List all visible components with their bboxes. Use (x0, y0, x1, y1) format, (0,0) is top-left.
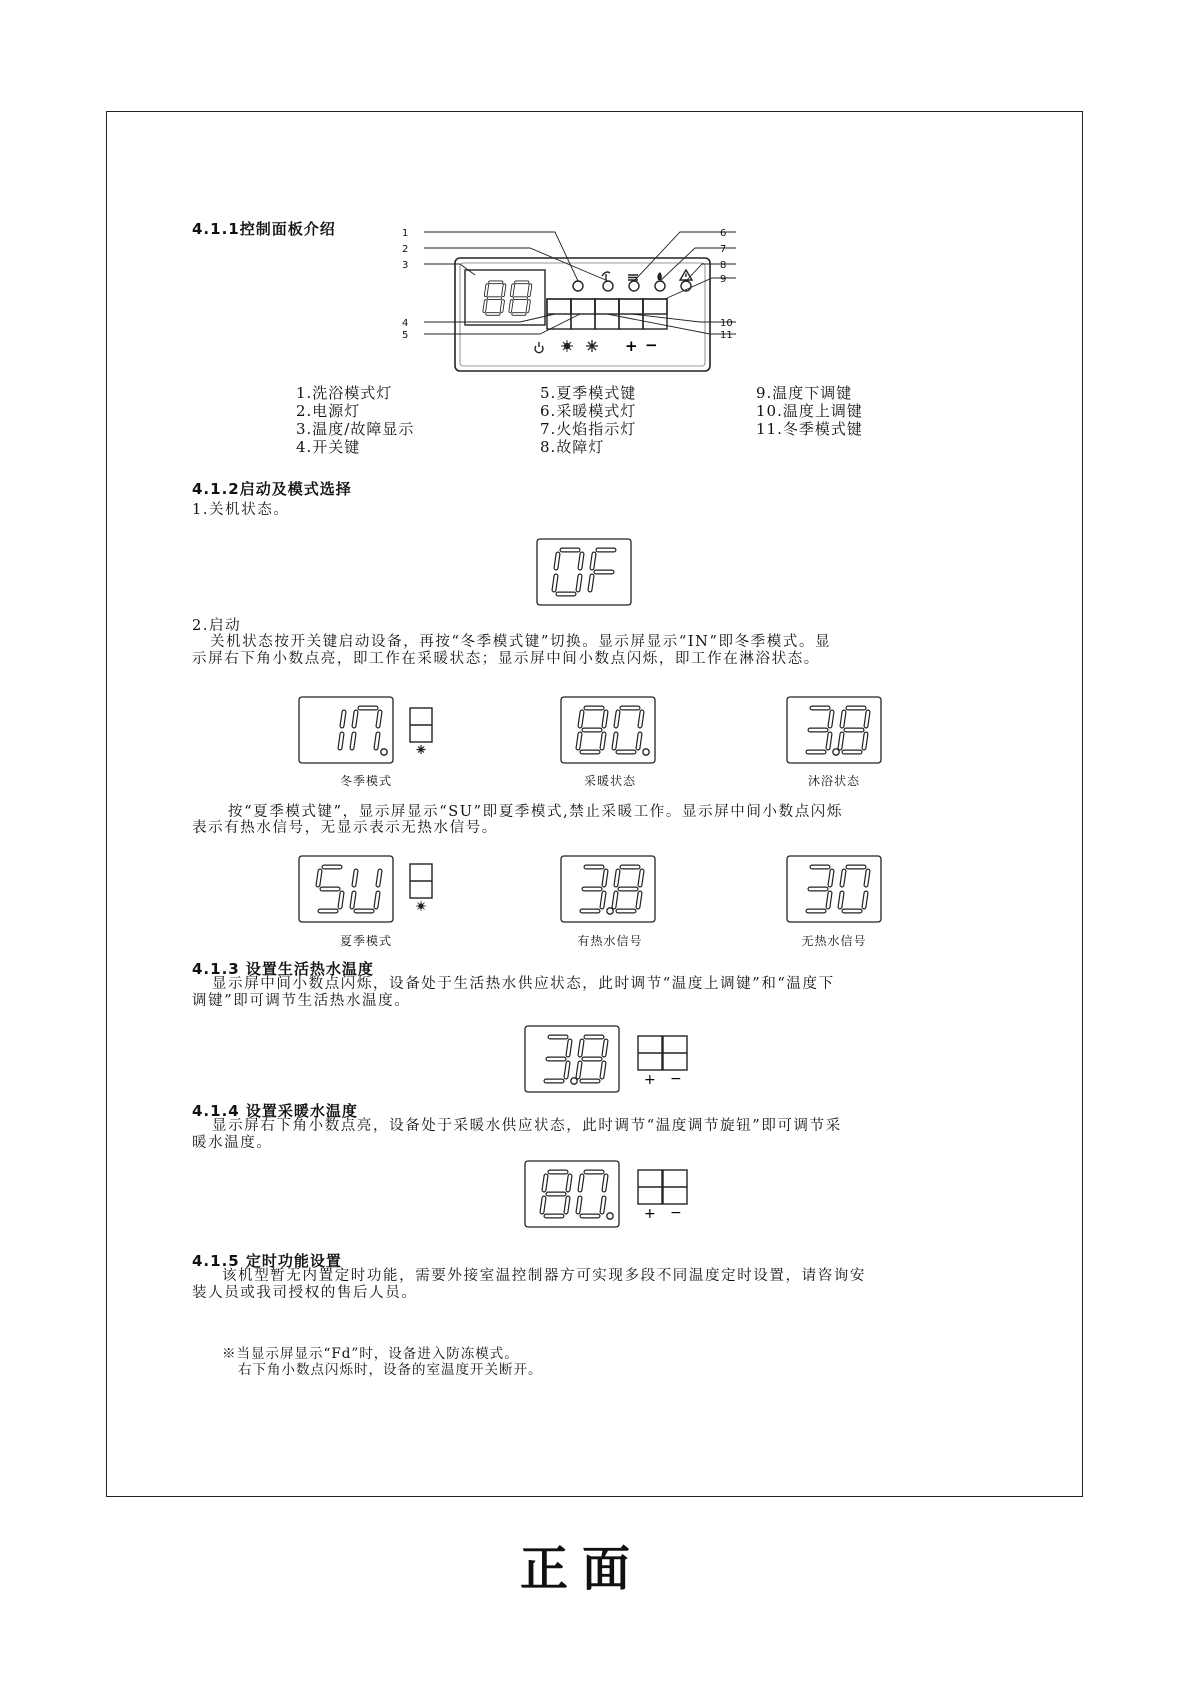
seven-segment-digits (578, 708, 642, 752)
legend-item: 6.采暖模式灯 (540, 402, 637, 420)
minus-icon: − (670, 1205, 682, 1221)
snowflake-icon (586, 340, 598, 352)
note-line2: 右下角小数点闪烁时，设备的室温度开关断开。 (238, 1362, 543, 1378)
panel-display-digits (484, 282, 530, 314)
summer-paragraph-line2: 表示有热水信号，无显示表示无热水信号。 (192, 820, 498, 836)
decimal-point (571, 1078, 577, 1084)
panel-display-window (465, 270, 545, 325)
display-hot-water-signal (560, 855, 656, 923)
callout-9: 9 (720, 274, 727, 285)
callout-7: 7 (720, 244, 727, 255)
power-icon (535, 342, 543, 353)
radiator-icon (628, 275, 638, 280)
callout-10: 10 (720, 318, 733, 329)
caption-summer-mode: 夏季模式 (339, 934, 392, 948)
caption-winter-mode: 冬季模式 (339, 774, 392, 788)
off-state-label: 1.关机状态。 (192, 502, 290, 518)
legend-item: 2.电源灯 (296, 402, 361, 420)
callout-8: 8 (720, 260, 727, 271)
minus-icon: − (645, 336, 658, 354)
display-winter-mode (298, 696, 394, 764)
shower-mode-light (573, 281, 583, 291)
section-413-title: 4.1.3 设置生活热水温度 (192, 960, 374, 978)
caption-hot-water-signal: 有热水信号 (577, 934, 643, 948)
temp-keys-figure-dhw (636, 1034, 696, 1088)
note-line1: ※当显示屏显示“Fd”时，设备进入防冻模式。 (222, 1346, 519, 1362)
display-summer-mode (298, 855, 394, 923)
decimal-point (381, 749, 387, 755)
decimal-point (607, 908, 613, 914)
seven-segment-digits (542, 1172, 606, 1216)
section-414-title: 4.1.4 设置采暖水温度 (192, 1102, 358, 1120)
summer-mode-key-figure (408, 862, 436, 912)
display-dhw-setting (524, 1025, 620, 1093)
section-414-line1: 显示屏右下角小数点亮，设备处于采暖水供应状态，此时调节“温度调节旋钮”即可调节采 (212, 1118, 842, 1134)
section-415-title: 4.1.5 定时功能设置 (192, 1252, 342, 1270)
legend-item: 11.冬季模式键 (756, 420, 863, 438)
caption-heating-state: 采暖状态 (583, 774, 636, 788)
power-light (603, 281, 613, 291)
page-side-label: 正面 (520, 1541, 645, 1597)
summer-paragraph-line1: 按“夏季模式键”，显示屏显示“SU”即夏季模式,禁止采暖工作。显示屏中间小数点闪烁 (228, 804, 844, 820)
plus-icon: + (625, 337, 638, 355)
minus-icon: − (670, 1071, 682, 1087)
section-415-line2: 装人员或我司授权的售后人员。 (192, 1285, 418, 1301)
seven-segment-digits (554, 550, 614, 594)
section-413-line1: 显示屏中间小数点闪烁，设备处于生活热水供应状态，此时调节“温度上调键”和“温度下 (212, 976, 835, 992)
temp-keys-figure-heating (636, 1168, 696, 1222)
decimal-point (607, 1213, 613, 1219)
callout-6: 6 (720, 228, 727, 239)
seven-segment-digits (318, 867, 380, 911)
display-shower-state (786, 696, 882, 764)
section-412-title: 4.1.2启动及模式选择 (192, 480, 352, 498)
winter-mode-key-figure (408, 706, 436, 756)
callout-1: 1 (402, 228, 409, 239)
flame-light (655, 281, 665, 291)
section-414-line2: 暖水温度。 (192, 1135, 273, 1151)
warning-icon (680, 270, 692, 280)
legend-item: 8.故障灯 (540, 438, 605, 456)
legend-item: 1.洗浴模式灯 (296, 384, 393, 402)
legend-item: 9.温度下调键 (756, 384, 853, 402)
callout-11: 11 (720, 330, 733, 341)
callout-3: 3 (402, 260, 409, 271)
caption-shower-state: 沐浴状态 (807, 774, 860, 788)
sun-rays (561, 340, 573, 352)
legend-col-1 (296, 384, 414, 456)
startup-paragraph-line1: 关机状态按开关键启动设备，再按“冬季模式键”切换。显示屏显示“IN”即冬季模式。显 (210, 634, 832, 650)
decimal-point (643, 749, 649, 755)
startup-paragraph-line2: 示屏右下角小数点亮，即工作在采暖状态；显示屏中间小数点闪烁，即工作在淋浴状态。 (192, 651, 820, 667)
seven-segment-digits (340, 708, 380, 748)
legend-item: 10.温度上调键 (756, 402, 863, 420)
seven-segment-digits (808, 867, 868, 911)
callout-2: 2 (402, 244, 409, 255)
decimal-point (833, 749, 839, 755)
section-415-line1: 该机型暂无内置定时功能，需要外接室温控制器方可实现多段不同温度定时设置，请咨询安 (222, 1268, 866, 1284)
legend-item: 3.温度/故障显示 (296, 420, 415, 438)
legend-item: 5.夏季模式键 (540, 384, 637, 402)
display-off (536, 538, 632, 606)
seven-segment-digits (546, 1037, 606, 1081)
section-413-line2: 调键”即可调节生活热水温度。 (192, 993, 411, 1009)
seven-segment-digits (808, 708, 868, 752)
callout-4: 4 (402, 318, 409, 329)
heating-mode-light (629, 281, 639, 291)
section-411-title: 4.1.1控制面板介绍 (192, 220, 336, 238)
caption-no-hot-water-signal: 无热水信号 (801, 934, 867, 948)
control-panel-diagram (402, 220, 740, 380)
legend-col-2 (540, 384, 636, 456)
flame-icon (657, 272, 661, 280)
callout-5: 5 (402, 330, 409, 341)
legend-col-3 (756, 384, 863, 438)
legend-item: 7.火焰指示灯 (540, 420, 637, 438)
snowflake-icon (417, 745, 426, 754)
startup-label: 2.启动 (192, 618, 242, 634)
legend-item: 4.开关键 (296, 438, 361, 456)
plus-icon: + (644, 1072, 656, 1088)
plus-icon: + (644, 1206, 656, 1222)
display-no-hot-water-signal (786, 855, 882, 923)
seven-segment-digits (582, 867, 642, 911)
display-heating-state (560, 696, 656, 764)
display-heating-setting (524, 1160, 620, 1228)
